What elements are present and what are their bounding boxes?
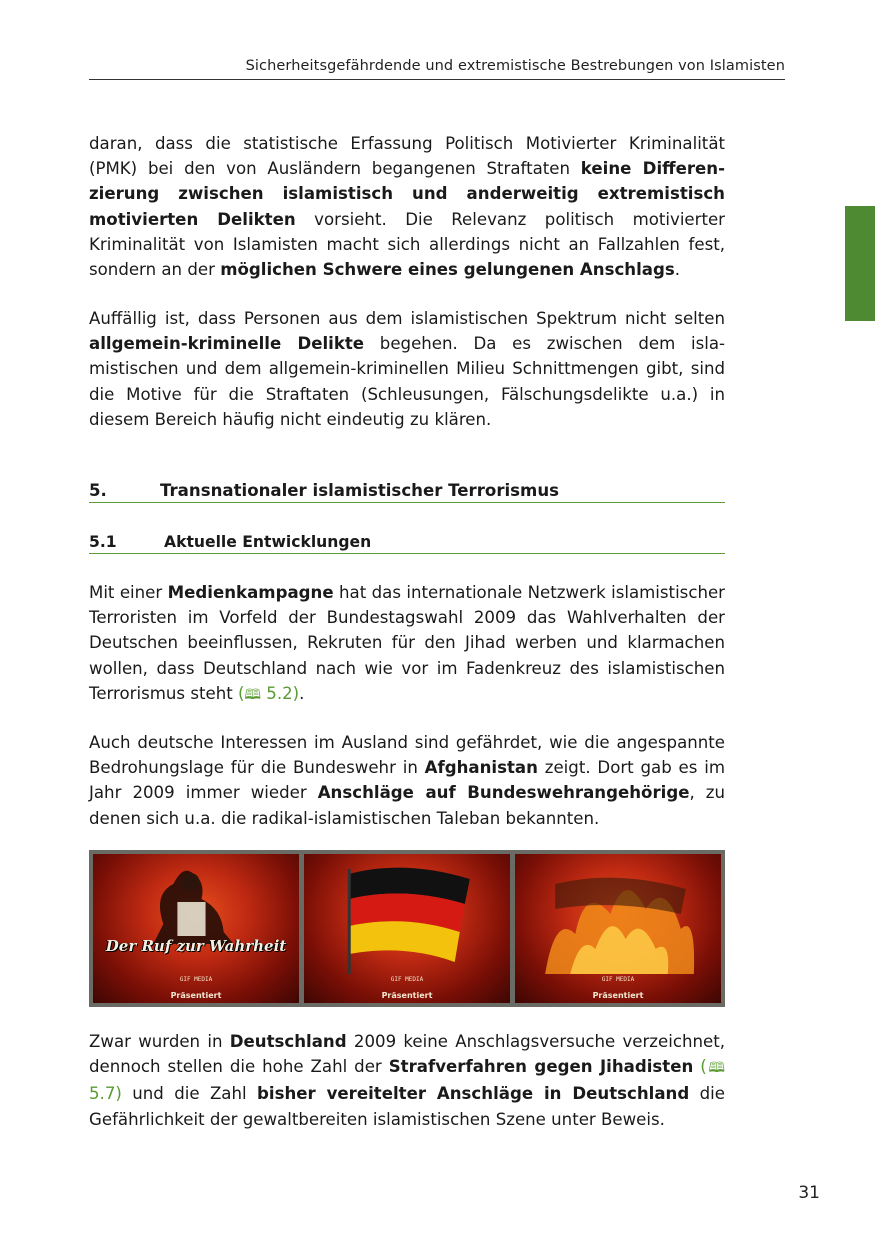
section-heading [89, 481, 725, 503]
book-icon: 🕮 [706, 1060, 725, 1077]
figure-title-text: Der Ruf zur Wahrheit [105, 937, 287, 955]
figure-media-label: GIF MEDIA [179, 976, 213, 983]
subsection-title: Aktuelle Entwicklungen [164, 533, 372, 551]
figure-panel-fighter [93, 854, 299, 1003]
book-icon: 🕮 [244, 686, 262, 703]
subsection-heading [89, 533, 725, 554]
figure-presents-label: Präsentiert [170, 991, 222, 1000]
section-number: 5. [89, 481, 107, 500]
cross-reference-link[interactable]: (🕮 5.7) [89, 1057, 725, 1104]
video-stills-figure [89, 850, 725, 1007]
figure-panel-burning-flag [515, 854, 721, 1003]
subsection-number: 5.1 [89, 533, 117, 551]
cross-reference-link[interactable]: (🕮 5.2) [238, 683, 300, 703]
paragraph-afghanistan: Auch deutsche Interessen im Ausland sind gefährdet, wie die angespannte Bedrohungslage für die Bundeswehr in Afghanistan zeigt. Dort gab es im Jahr 2009 immer wieder Anschläge auf Bundeswehrangehörige, zu denen sich u.a. die radikal-islamistischen Taleban bekannten. [89, 733, 726, 828]
figure-media-label: GIF MEDIA [601, 976, 635, 983]
paragraph-criminal-offences: Auffällig ist, dass Personen aus dem islamistischen Spektrum nicht selten allgemein-kriminelle Delikte begehen. Da es zwischen dem islamistischen und dem allgemein-kriminellen Milieu Schnittmengen gibt, sind die Motive für die Straftaten (Schleusungen, Fälschungsdelikte u.a.) in diesem Bereich häufig nicht eindeutig zu klären. [89, 309, 726, 429]
figure-presents-label: Präsentiert [381, 991, 433, 1000]
paragraph-media-campaign: Mit einer Medienkampagne hat das internationale Netzwerk islamistischer Terroristen im Vorfeld der Bundestagswahl 2009 das Wahlverhalten der Deutschen beeinflussen, Rekruten für den Jihad werben und klarmachen wollen, dass Deutschland nach wie vor im Fadenkreuz des islamistischen Terrorismus steht (🕮 5.2). [89, 583, 725, 703]
paragraph-pmk: daran, dass die statistische Erfassung Politisch Motivierter Kriminalität (PMK) bei den von Ausländern begangenen Straftaten keine Differenzierung zwischen islamistisch und anderweitig extremistisch motivierten Delikten vorsieht. Die Relevanz politisch motivierter Kriminalität von Islamisten macht sich allerdings nicht an Fallzahlen fest, sondern an der möglichen Schwere eines gelungenen Anschlags. [89, 134, 725, 280]
figure-presents-label: Präsentiert [592, 991, 644, 1000]
chapter-tab-marker [845, 206, 875, 321]
page-number: 31 [798, 1183, 820, 1203]
section-title: Transnationaler islamistischer Terrorismus [160, 481, 560, 500]
paragraph-germany: Zwar wurden in Deutschland 2009 keine Anschlagsversuche verzeichnet, dennoch stellen die hohe Zahl der Strafverfahren gegen Jihadisten (🕮 5.7) und die Zahl bisher vereitelter Anschläge in Deutschland die Gefährlichkeit der gewaltbereiten islamistischen Szene unter Beweis. [89, 1032, 726, 1129]
running-header: Sicherheitsgefährdende und extremistische Bestrebungen von Islamisten [89, 58, 785, 80]
figure-panel-flag [304, 854, 510, 1003]
figure-media-label: GIF MEDIA [390, 976, 424, 983]
